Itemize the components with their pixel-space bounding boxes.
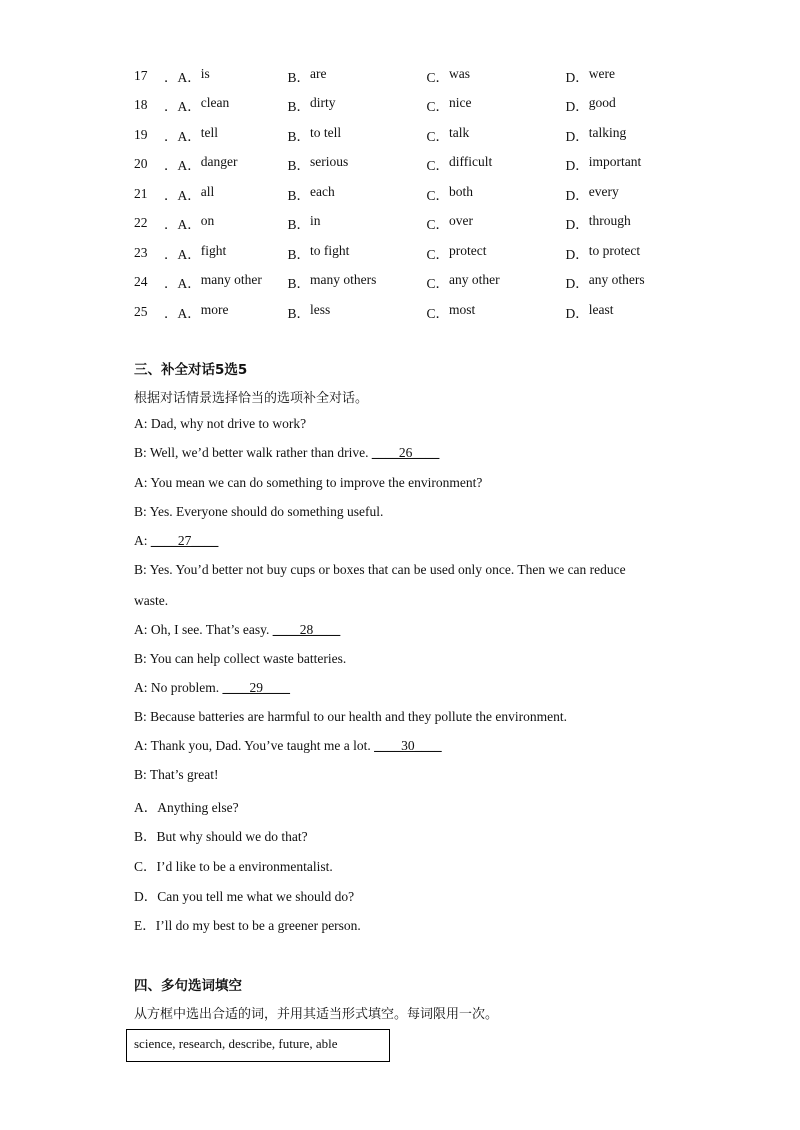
option-d: D． least: [565, 301, 614, 321]
blank-28: ____28____: [272, 622, 341, 637]
dialogue-line: B: That’s great!: [134, 767, 219, 782]
option-a: A． many other: [177, 272, 262, 292]
option-b: B． less: [287, 301, 331, 321]
dialogue-line: A: Oh, I see. That’s easy. ____28____: [134, 622, 341, 637]
option-a: A． on: [177, 213, 215, 233]
question-number: 18: [134, 97, 148, 113]
option-a: A． more: [177, 301, 229, 321]
separator: ．: [164, 187, 178, 203]
question-row: [134, 297, 686, 327]
option-d: D． were: [565, 65, 615, 85]
option-d: D． important: [565, 154, 642, 174]
question-number: 22: [134, 215, 148, 231]
dialogue-line: A: No problem. ____29____: [134, 680, 290, 695]
word-box: science, research, describe, future, able: [126, 1029, 390, 1062]
question-number: 20: [134, 156, 148, 172]
option-b: B． are: [287, 65, 327, 85]
option-b: B． to tell: [287, 124, 342, 144]
option-a: A． clean: [177, 95, 230, 115]
option-c: C． talk: [426, 124, 470, 144]
dialogue-line: B: Yes. Everyone should do something useful.: [134, 504, 384, 519]
dialogue-line: B: Yes. You’d better not buy cups or boxes that can be used only once. Then we can reduce: [134, 562, 626, 577]
question-number: 23: [134, 244, 148, 260]
question-row: [134, 268, 686, 298]
option-b: B． to fight: [287, 242, 350, 262]
section3-instruction: 根据对话情景选择恰当的选项补全对话。: [134, 391, 369, 406]
option-d: D． to protect: [565, 242, 641, 262]
dialogue-line: B: You can help collect waste batteries.: [134, 651, 347, 666]
blank-30: ____30____: [374, 738, 442, 753]
question-row: [134, 120, 686, 150]
dialogue-line: A: Thank you, Dad. You’ve taught me a lot. ____30____: [134, 738, 442, 753]
option-d: D． any others: [565, 272, 645, 292]
option-c: C． was: [426, 65, 471, 85]
section4-title: 四、多句选词填空: [134, 978, 242, 994]
separator: ．: [164, 246, 178, 262]
option-c: C． any other: [426, 272, 500, 292]
dialogue-line: B: Because batteries are harmful to our health and they pollute the environment.: [134, 709, 567, 724]
question-row: [134, 91, 686, 121]
separator: ．: [164, 276, 178, 292]
question-number: 21: [134, 185, 148, 201]
option-a: A． fight: [177, 242, 227, 262]
blank-29: ____29____: [222, 680, 290, 695]
answer-option-b: B．But why should we do that?: [134, 829, 308, 844]
question-row: [134, 150, 686, 180]
option-a: A． danger: [177, 154, 238, 174]
question-number: 24: [134, 274, 148, 290]
option-c: C． over: [426, 213, 474, 233]
separator: ．: [164, 305, 178, 321]
option-b: B． many others: [287, 272, 377, 292]
answer-option-c: C．I’d like to be a environmentalist.: [134, 859, 333, 874]
dialogue-line: A: Dad, why not drive to work?: [134, 416, 307, 431]
option-c: C． most: [426, 301, 476, 321]
option-a: A． all: [177, 183, 215, 203]
question-row: [134, 209, 686, 239]
answer-option-a: A．Anything else?: [134, 800, 239, 815]
blank-26: ____26____: [371, 445, 440, 460]
answer-option-e: E．I’ll do my best to be a greener person.: [134, 918, 361, 933]
option-d: D． every: [565, 183, 619, 203]
separator: ．: [164, 128, 178, 144]
separator: ．: [164, 99, 178, 115]
question-number: 17: [134, 67, 148, 83]
answer-option-d: D．Can you tell me what we should do?: [134, 889, 355, 904]
option-b: B． dirty: [287, 95, 336, 115]
option-a: A． is: [177, 65, 210, 85]
question-row: [134, 179, 686, 209]
option-b: B． serious: [287, 154, 349, 174]
option-c: C． nice: [426, 95, 472, 115]
blank-27: ____27____: [150, 533, 219, 548]
dialogue-line-continued: waste.: [134, 593, 169, 608]
multiple-choice-list: [134, 61, 686, 327]
question-number: 25: [134, 303, 148, 319]
separator: ．: [164, 69, 178, 85]
section4-instruction: 从方框中选出合适的词，并用其适当形式填空。每词限用一次。: [134, 1007, 499, 1022]
separator: ．: [164, 158, 178, 174]
option-a: A． tell: [177, 124, 218, 144]
option-d: D． talking: [565, 124, 627, 144]
dialogue-line: A: You mean we can do something to improve the environment?: [134, 475, 483, 490]
question-number: 19: [134, 126, 148, 142]
question-row: [134, 61, 686, 91]
dialogue-line: B: Well, we’d better walk rather than drive. ____26____: [134, 445, 440, 460]
option-b: B． in: [287, 213, 321, 233]
separator: ．: [164, 217, 178, 233]
question-row: [134, 238, 686, 268]
option-c: C． protect: [426, 242, 487, 262]
dialogue-line: A: ____27____: [134, 533, 219, 548]
option-b: B． each: [287, 183, 335, 203]
option-c: C． difficult: [426, 154, 493, 174]
option-c: C． both: [426, 183, 474, 203]
option-d: D． good: [565, 95, 616, 115]
section3-title: 三、补全对话5选5: [134, 362, 248, 378]
option-d: D． through: [565, 213, 631, 233]
